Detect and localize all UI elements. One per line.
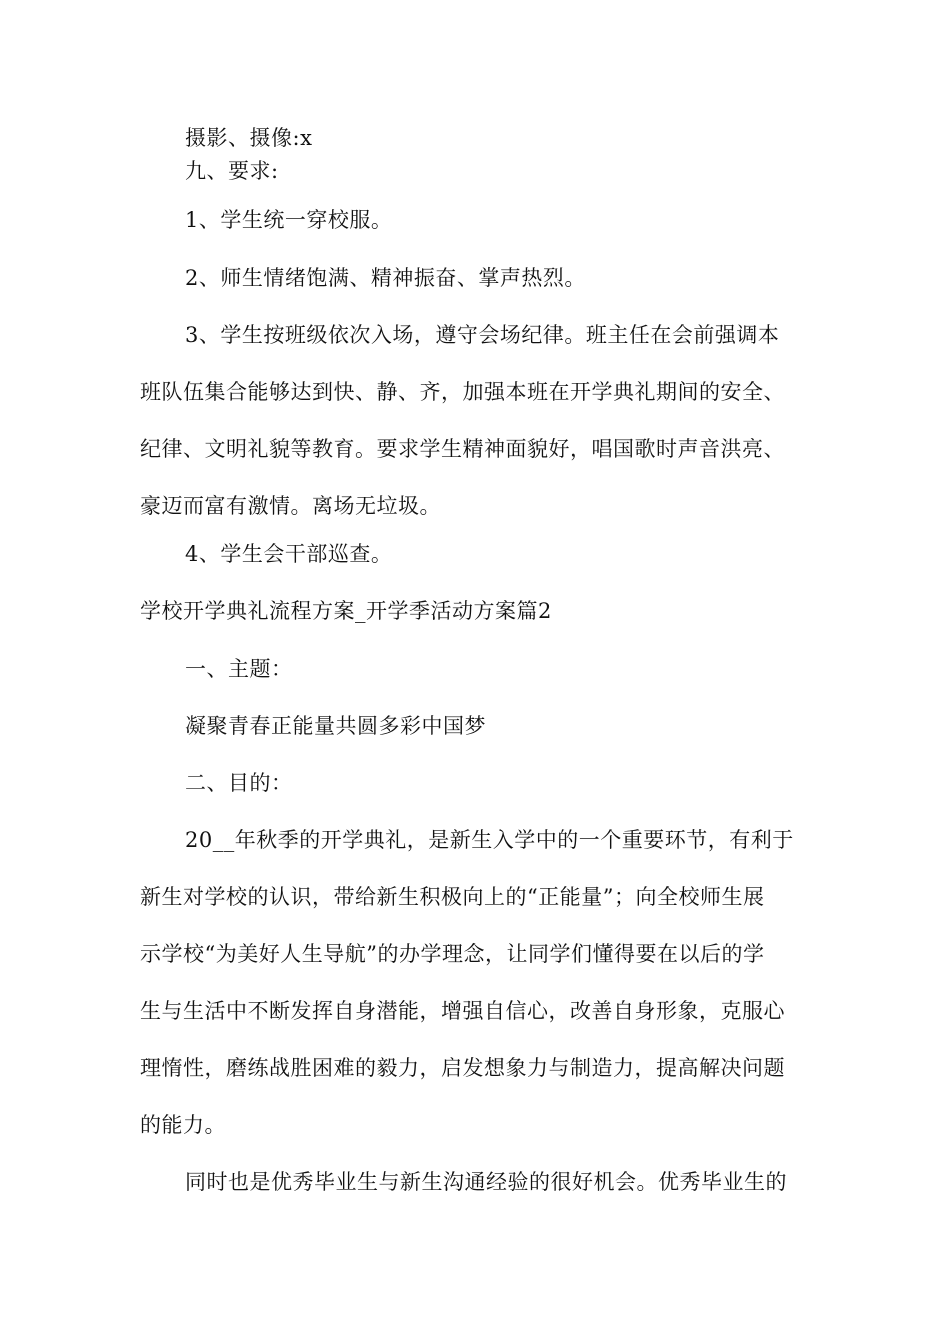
paragraph-line: 2、师生情绪饱满、精神振奋、掌声热烈。 [185,266,586,290]
paragraph-line: 4、学生会干部巡查。 [185,542,393,566]
paragraph-line: 1、学生统一穿校服。 [185,208,393,232]
paragraph-line: 豪迈而富有激情。离场无垃圾。 [140,494,441,518]
theme-text: 凝聚青春正能量共圆多彩中国梦 [185,714,486,738]
paragraph-line: 示学校“为美好人生导航”的办学理念，让同学们懂得要在以后的学 [140,942,765,966]
paragraph-line: 理惰性，磨练战胜困难的毅力，启发想象力与制造力，提高解决问题 [140,1056,785,1080]
section-heading-theme: 一、主题： [185,657,293,681]
section-heading-purpose: 二、目的： [185,771,293,795]
paragraph-line: 纪律、文明礼貌等教育。要求学生精神面貌好，唱国歌时声音洪亮、 [140,437,785,461]
paragraph-line: 同时也是优秀毕业生与新生沟通经验的很好机会。优秀毕业生的 [185,1170,787,1194]
section-heading-requirements: 九、要求: [185,159,279,183]
paragraph-line: 班队伍集合能够达到快、静、齐，加强本班在开学典礼期间的安全、 [140,380,785,404]
paragraph-line: 新生对学校的认识，带给新生积极向上的“正能量”；向全校师生展 [140,885,765,909]
text-line-photography: 摄影、摄像:x [185,126,313,150]
paragraph-line: 20__年秋季的开学典礼，是新生入学中的一个重要环节，有利于 [185,828,794,852]
paragraph-line: 3、学生按班级依次入场，遵守会场纪律。班主任在会前强调本 [185,323,780,347]
paragraph-line: 的能力。 [140,1113,226,1137]
article-title: 学校开学典礼流程方案_开学季活动方案篇2 [140,599,552,623]
paragraph-line: 生与生活中不断发挥自身潜能，增强自信心，改善自身形象，克服心 [140,999,785,1023]
